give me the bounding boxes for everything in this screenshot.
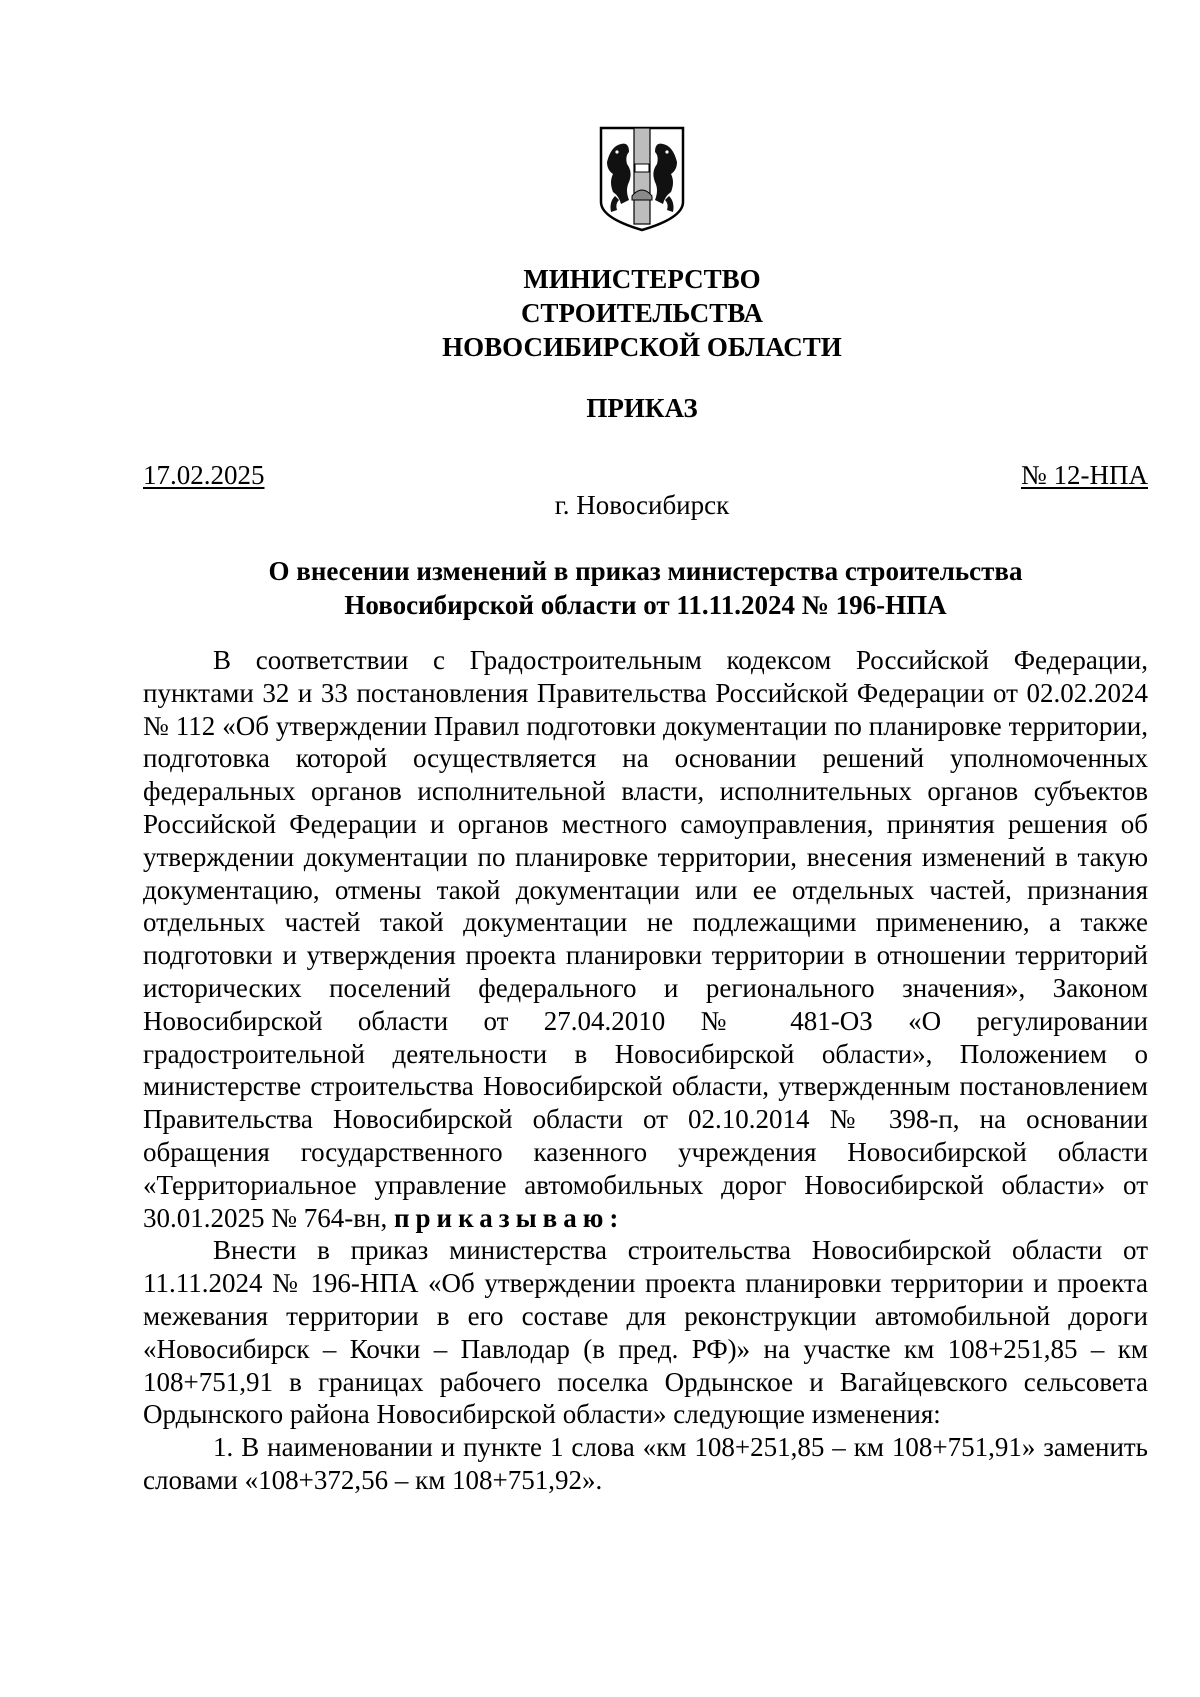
- document-title: [143, 554, 1148, 622]
- document-title-line-2: Новосибирской области от 11.11.2024 № 196-НПА: [344, 590, 947, 620]
- preamble-text: В соответствии с Градостроительным кодексом Российской Федерации, пунктами 32 и 33 постановления Правительства Российской Федерации от 02.02.2024 № 112 «Об утверждении Правил подготовки документации по планировке территории, подготовка которой осуществляется на основании решений уполномоченных федеральных органов исполнительной власти, исполнительных органов субъектов Российской Федерации и органов местного самоуправления, принятия решения об утверждении документации по планировке территории, внесения изменений в такую документацию, отмены такой документации или ее отдельных частей, признания отдельных частей такой документации не подлежащими применению, а также подготовки и утверждения проекта планировки территории в отношении территорий исторических поселений федерального и регионального значения», Законом Новосибирской области от 27.04.2010 № 481-ОЗ «О регулировании градостроительной деятельности в Новосибирской области», Положением о министерстве строительства Новосибирской области, утвержденным постановлением Правительства Новосибирской области от 02.10.2014 № 398-п, на основании обращения государственного казенного учреждения Новосибирской области «Территориальное управление автомобильных дорог Новосибирской области» от 30.01.2025 № 764-вн,: [143, 645, 1148, 1233]
- document-number: № 12-НПА: [1021, 460, 1148, 490]
- preamble-paragraph: [143, 644, 1148, 1234]
- ministry-name: [0, 262, 1200, 364]
- amendment-paragraph: Внести в приказ министерства строительства Новосибирской области от 11.11.2024 № 196-НПА «Об утверждении проекта планировки территории и проекта межевания территории в его составе для реконструкции автомобильной дороги «Новосибирск – Кочки – Павлодар (в пред. РФ)» на участке км 108+251,85 – км 108+751,91 в границах рабочего поселка Ордынское и Вагайцевского сельсовета Ордынского района Новосибирской области» следующие изменения:: [143, 1235, 1148, 1430]
- coat-of-arms-emblem: [599, 126, 685, 232]
- document-date: 17.02.2025: [143, 460, 265, 490]
- amendment-item-1: 1. В наименовании и пункте 1 слова «км 108+251,85 – км 108+751,91» заменить словами «108+372,56 – км 108+751,92».: [143, 1432, 1148, 1495]
- document-body: [143, 644, 1148, 1497]
- document-city: г. Новосибирск: [554, 490, 730, 520]
- ministry-name-line-3: НОВОСИБИРСКОЙ ОБЛАСТИ: [442, 332, 842, 362]
- ministry-name-line-2: СТРОИТЕЛЬСТВА: [520, 298, 764, 328]
- ministry-name-line-1: МИНИСТЕРСТВО: [523, 264, 761, 294]
- document-type: ПРИКАЗ: [586, 393, 698, 423]
- order-word: приказываю:: [393, 1202, 625, 1233]
- document-title-line-1: О внесении изменений в приказ министерства строительства: [268, 556, 1023, 586]
